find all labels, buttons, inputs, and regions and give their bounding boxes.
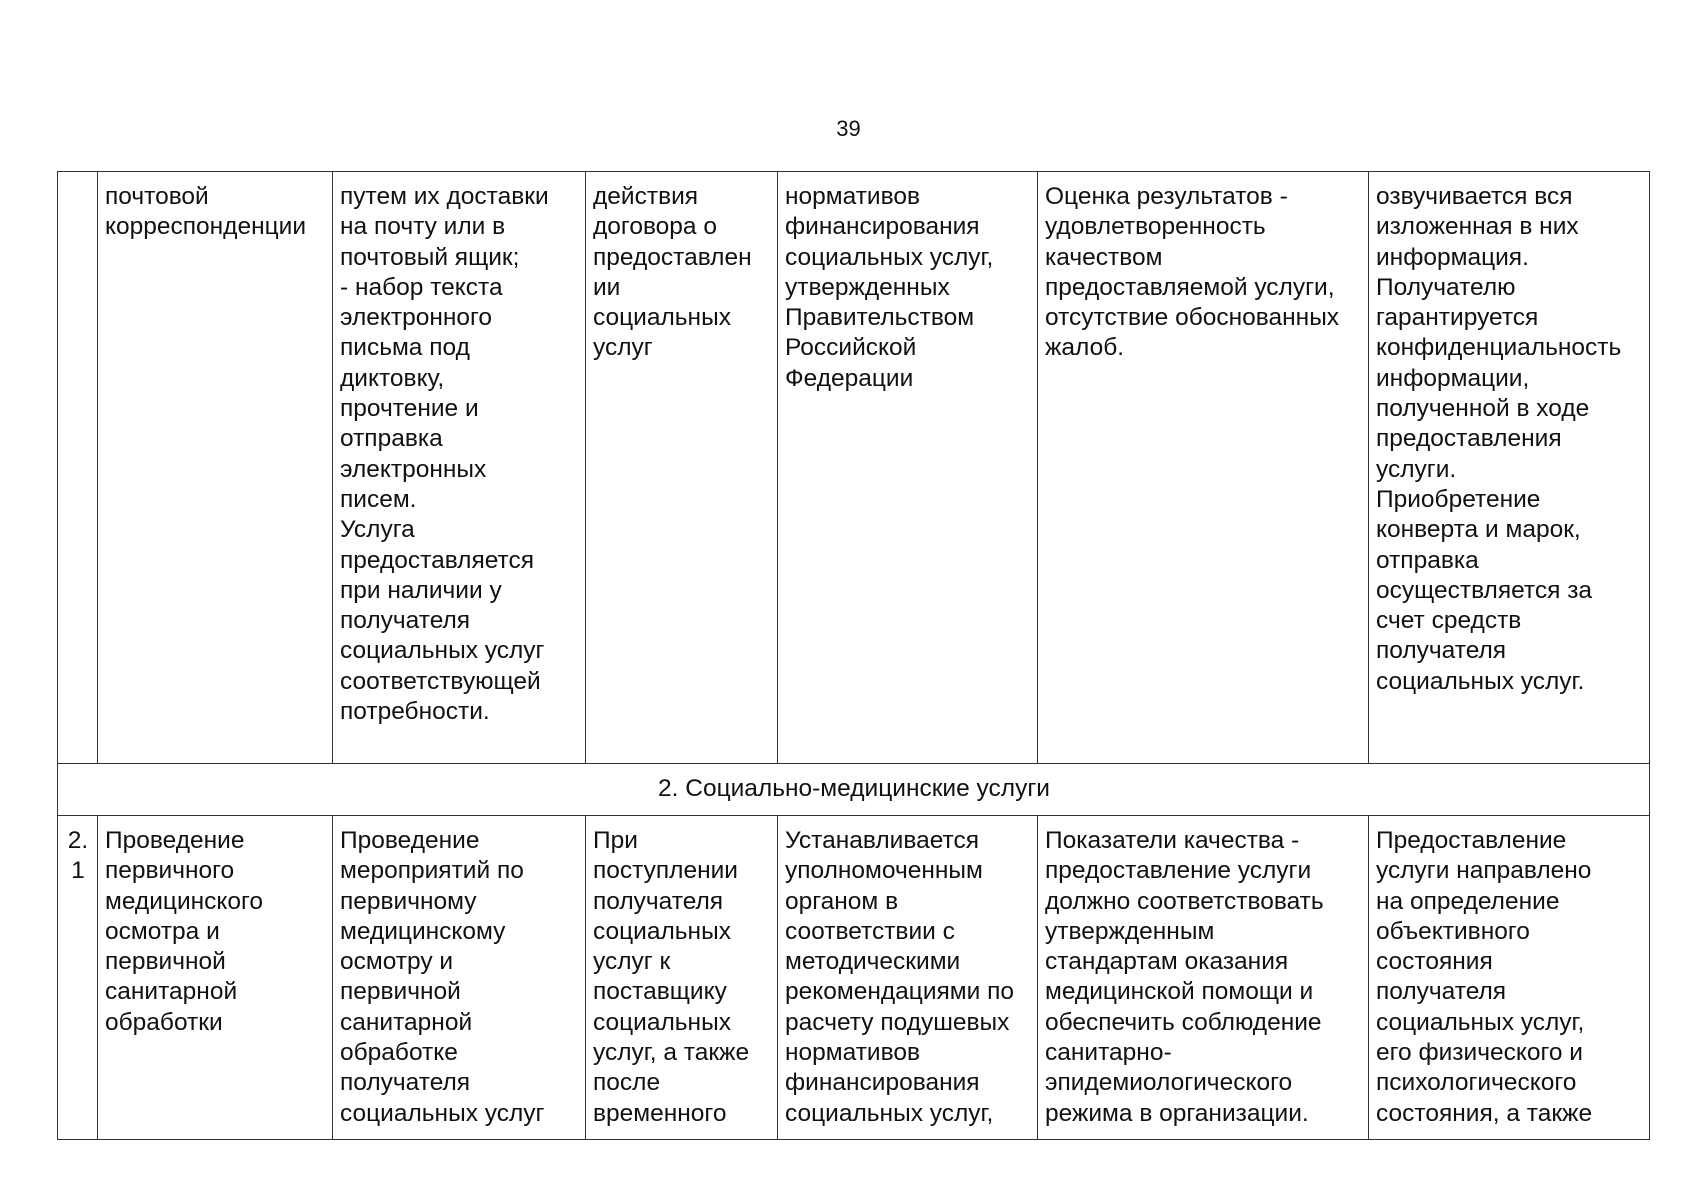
- cell-financing-norms: Устанавливается уполномоченным органом в соответствии с методическими рекомендациями по расчету подушевых нормативов финансирования социальных услуг,: [778, 816, 1038, 1140]
- services-table: [57, 171, 1650, 1140]
- cell-service-conditions: озвучивается вся изложенная в них информация. Получателю гарантируется конфиденциальность информации, полученной в ходе предоставления услуги. Приобретение конверта и марок, отправка осуществляется за счет средств получателя социальных услуг.: [1369, 172, 1650, 764]
- cell-number: 2. 1: [58, 816, 98, 1140]
- cell-service-term: При поступлении получателя социальных услуг к поставщику социальных услуг, а также после временного: [586, 816, 778, 1140]
- cell-financing-norms: нормативов финансирования социальных услуг, утвержденных Правительством Российской Федерации: [778, 172, 1038, 764]
- cell-service-conditions: Предоставление услуги направлено на определение объективного состояния получателя социальных услуг, его физического и психологического состояния, а также: [1369, 816, 1650, 1140]
- cell-service-name: Проведение первичного медицинского осмотра и первичной санитарной обработки: [98, 816, 333, 1140]
- cell-quality-indicators: Показатели качества - предоставление услуги должно соответствовать утвержденным стандартам оказания медицинской помощи и обеспечить соблюдение санитарно- эпидемиологического режима в организации.: [1038, 816, 1369, 1140]
- table-row: [58, 816, 1650, 1140]
- page-number: 39: [836, 116, 861, 141]
- section-header-row: [58, 764, 1650, 816]
- table-row: [58, 172, 1650, 764]
- cell-service-description: Проведение мероприятий по первичному медицинскому осмотру и первичной санитарной обработке получателя социальных услуг: [333, 816, 586, 1140]
- cell-service-description: путем их доставки на почту или в почтовый ящик; - набор текста электронного письма под диктовку, прочтение и отправка электронных писем. Услуга предоставляется при наличии у получателя социальных услуг соответствующей потребности.: [333, 172, 586, 764]
- cell-service-name: почтовой корреспонденции: [98, 172, 333, 764]
- cell-number: [58, 172, 98, 764]
- cell-quality-indicators: Оценка результатов - удовлетворенность качеством предоставляемой услуги, отсутствие обоснованных жалоб.: [1038, 172, 1369, 764]
- section-title: 2. Социально-медицинские услуги: [58, 764, 1650, 816]
- cell-service-term: действия договора о предоставлен ии социальных услуг: [586, 172, 778, 764]
